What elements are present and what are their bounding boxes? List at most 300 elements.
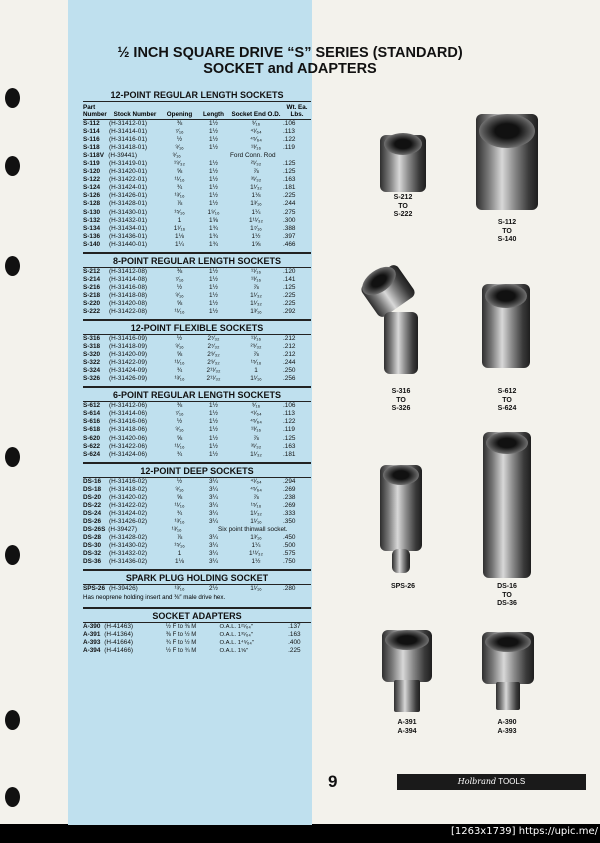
table-section-s8 [83,252,311,316]
weight: .122 [283,136,296,144]
opening: ⅝ [176,351,183,359]
part-number: S-612 [83,402,101,410]
stock-number: (H-31416-08) [109,283,148,291]
length: 1¾ [209,224,218,232]
part-number: S-222 [83,307,101,315]
weight: .388 [283,224,296,232]
length: 2¹¹⁄₃₂ [206,375,221,383]
end-od: ²¹⁄₃₂ [250,160,262,168]
table-row [83,335,311,343]
weight: .400 [288,639,301,647]
header-od: Socket End O.D. [231,111,281,118]
opening: ¹⁵⁄₁₆ [174,208,185,216]
page-title [70,45,510,77]
part-number: S-140 [83,240,101,248]
stock-number: (H-31420-06) [109,434,148,442]
weight: .119 [283,426,295,434]
binder-hole [5,787,20,807]
stock-number: (H-31428-02) [109,533,148,541]
stock-number: (H-31428-01) [109,200,148,208]
opening: ⁷⁄₁₆ [175,410,184,418]
part-number: S-620 [83,434,101,442]
table-row [83,168,311,176]
weight: .225 [283,299,296,307]
part-number: S-324 [83,367,101,375]
weight: .280 [283,585,296,593]
table-row [83,494,311,502]
part-number: DS-28 [83,533,102,541]
opening: 1⅛ [175,232,184,240]
overall-length: O.A.L. 1²¹⁄₆₄″ [219,624,253,631]
binder-hole [5,710,20,730]
section-title: SOCKET ADAPTERS [83,609,311,623]
spec-tables [83,88,311,655]
stock-number: (H-31420-08) [109,299,148,307]
binder-hole [5,447,20,467]
opening: ½ [176,335,183,343]
length: 1½ [209,136,218,144]
opening: ¹⁹⁄₃₂ [173,160,185,168]
end-od: ⁹⁄₁₆ [251,402,261,410]
stock-number: (H-31420-02) [109,493,148,501]
end-od: ¹³⁄₁₆ [250,275,262,283]
table-row [83,152,311,160]
end-od: 1¹¹⁄₃₂ [249,550,263,558]
weight: .181 [283,450,296,458]
end-od: ¹¹⁄₁₆ [250,335,262,343]
length: 2⁹⁄₃₂ [207,359,220,367]
length: 1½ [209,120,218,127]
brand-logo: Holbrand [457,777,497,786]
stock-number: (H-31418-02) [109,485,148,493]
part-number: SPS-26 [83,585,106,593]
title-line-2: SOCKET and ADAPTERS [203,61,377,77]
weight: .500 [283,542,296,550]
opening: ¹³⁄₁₆ [174,517,185,525]
stock-number: (H-31418-01) [109,144,148,152]
length: 2⁷⁄₃₂ [207,335,220,343]
caption-s212: S-212 TO S-222 [393,194,413,218]
opening: ¾ [176,367,183,375]
end-od: 1³⁄₁₆ [250,533,262,541]
table-row [83,128,311,136]
part-number: DS-36 [83,558,102,566]
end-od: 1³⁄₁₆ [250,200,262,208]
stock-number: (H-31414-06) [109,410,148,418]
caption-s316: S-316 TO S-326 [391,388,411,412]
end-od: 1¹⁄₃₂ [250,291,262,299]
weight: .141 [283,275,296,283]
length: 3¼ [209,550,218,558]
table-row [83,241,311,249]
opening: ¹³⁄₁₆ [174,585,185,593]
end-od: ⁴¹⁄₆₄ [250,128,262,136]
adapter-drive: ½ F to ⅜ M [165,624,197,631]
opening: ½ [176,136,183,144]
weight: .137 [288,623,301,631]
length: 3¼ [209,542,218,550]
part-number: S-618 [83,426,101,434]
opening: ¾ [176,184,183,192]
end-od: ¹⁵⁄₁₆ [250,501,262,509]
binder-hole [5,88,20,108]
weight: .106 [283,402,296,410]
part-number: S-126 [83,192,101,200]
end-od: 1¹⁄₁₆ [250,585,262,593]
opening: ⅝ [176,493,183,501]
stock-number: (H-31416-06) [109,418,148,426]
part-number: DS-26S [83,525,106,533]
end-od: ¹³⁄₁₆ [250,144,262,152]
part-number: DS-16 [83,477,102,485]
length: 1½ [209,160,218,168]
opening: ¹¹⁄₁₆ [174,501,185,509]
weight: .125 [283,434,296,442]
part-number: S-124 [83,184,101,192]
opening: 1⅛ [175,558,184,566]
stock-number: (H-41664) [104,639,134,647]
end-od: 1¹¹⁄₃₂ [249,216,263,224]
length: 3¼ [209,533,218,541]
table-row [83,518,311,526]
stock-number: (H-31426-09) [109,375,148,383]
length: 3¼ [209,501,218,509]
table-section-sflex [83,319,311,383]
row-note: Six point thinwall socket. [217,525,288,533]
weight: .300 [283,216,296,224]
stock-number: (H-31432-02) [109,550,148,558]
end-od: ⁴⁵⁄₆₄ [250,418,262,426]
weight: .333 [283,509,296,517]
caption-s112: S-112 TO S-140 [497,219,517,243]
opening: ¹⁵⁄₁₆ [174,542,185,550]
header-stock: Stock Number [113,111,157,118]
title-line-1: ½ INCH SQUARE DRIVE “S” SERIES (STANDARD) [117,45,463,61]
brand-bar [397,774,586,790]
table-row [83,367,311,375]
table-row [83,443,311,451]
table-row [83,209,311,217]
stock-number: (H-31424-06) [109,450,148,458]
opening: ⁹⁄₁₆ [175,291,184,299]
end-od: ¹⁵⁄₁₆ [250,359,262,367]
weight: .269 [283,485,296,493]
stock-number: (H-31418-08) [109,291,148,299]
end-od: 1¹⁄₁₆ [250,375,262,383]
table-row [83,623,311,631]
opening: ⁷⁄₁₆ [175,275,184,283]
header-wt: Wt. Ea. Lbs. [286,104,308,118]
section-title: 6-POINT REGULAR LENGTH SOCKETS [83,388,311,402]
caption-a390: A-390 A-393 [497,719,517,735]
end-od: 1½ [251,558,261,566]
end-od: 1⁷⁄₁₆ [250,224,262,232]
binder-hole [5,156,20,176]
binder-hole [5,256,20,276]
table-section-s6 [83,386,311,458]
part-number: DS-30 [83,542,102,550]
stock-number: (H-31422-08) [109,307,148,315]
caption-sps26: SPS-26 [390,583,416,590]
overall-length: O.A.L. 1³¹⁄₆₄″ [219,632,253,639]
opening: ¹¹⁄₁₆ [174,176,185,184]
end-od: ⁴⁵⁄₆₄ [250,136,262,144]
length: 1½ [209,434,218,442]
page-number: 9 [328,772,338,791]
opening: ¹¹⁄₁₆ [174,359,185,367]
end-od: 1³⁄₁₆ [250,307,262,315]
end-od: ⁹⁄₁₆ [251,120,261,127]
opening: ½ [176,418,183,426]
footer-watermark: [1263x1739] https://upic.me/ [450,826,598,837]
part-number: S-119 [83,160,100,168]
table-row [83,426,311,434]
table-row [83,510,311,518]
opening: ⅝ [176,168,183,176]
table-row [83,176,311,184]
opening: ⅜ [176,402,183,410]
table-row [83,308,311,316]
stock-number: (H-31424-09) [109,367,148,375]
weight: .113 [283,128,295,136]
adapter-drive: ¾ F to ½ M [165,640,197,647]
caption-ds16: DS-16 TO DS-36 [497,583,517,607]
stock-number: (H-31412-01) [109,120,148,127]
weight: .450 [283,533,296,541]
length: 3¼ [209,509,218,517]
stock-number: (H-39441) [108,152,137,160]
length: 1½ [209,442,218,450]
length: 1⅝ [209,216,218,224]
length: 3¼ [209,517,218,525]
stock-number: (H-31418-06) [109,426,148,434]
part-number: DS-32 [83,550,102,558]
row-note: Ford Conn. Rod [230,152,276,160]
end-od: ³¹⁄₃₂ [250,176,262,184]
table-row [83,144,311,152]
weight: .122 [283,418,296,426]
stock-number: (H-31420-09) [109,351,148,359]
end-od: ⅞ [253,351,259,359]
length: 1¾ [209,240,218,248]
part-number: DS-26 [83,517,102,525]
weight: .269 [283,501,296,509]
end-od: 1¹⁄₃₂ [250,509,262,517]
part-number: S-616 [83,418,101,426]
stock-number: (H-31436-02) [109,558,148,566]
table-row [83,351,311,359]
weight: .212 [283,335,296,343]
header-length: Length [203,111,224,118]
part-number: S-326 [83,375,101,383]
length: 1½ [209,128,218,136]
table-row [83,160,311,168]
part-number: S-214 [83,275,101,283]
length: 3¼ [209,558,218,566]
adapter-drive: ½ F to ¾ M [165,648,197,655]
stock-number: (H-31434-01) [109,224,148,232]
weight: .106 [283,120,296,127]
end-od: 1¹⁄₃₂ [250,184,262,192]
weight: .163 [288,631,301,639]
table-row [83,217,311,225]
weight: .275 [283,208,296,216]
length: 1⁹⁄₁₆ [207,208,220,216]
opening: ⅞ [176,200,183,208]
opening: ¹¹⁄₁₆ [174,307,185,315]
stock-number: (H-31414-08) [109,275,148,283]
table-section-sdeep [83,462,311,567]
table-row [83,639,311,647]
opening: ⁹⁄₁₆ [175,144,184,152]
part-number: S-218 [83,291,101,299]
table-row [83,534,311,542]
table-section-adapt [83,607,311,655]
length: 3¼ [209,493,218,501]
part-number: S-136 [83,232,101,240]
opening: 1¼ [175,240,184,248]
table-row [83,120,311,128]
stock-number: (H-41466) [104,647,134,655]
end-od: ⁴⁵⁄₆₄ [250,485,262,493]
end-od: 1⅝ [251,240,261,248]
weight: .125 [283,168,296,176]
table-section-s12 [83,88,311,249]
table-row [83,402,311,410]
opening: ¹³⁄₁₆ [174,375,185,383]
opening: ⅜ [176,267,183,275]
length: 1½ [209,200,218,208]
end-od: ²⁹⁄₃₂ [250,343,262,351]
weight: .163 [283,176,296,184]
section-title: 8-POINT REGULAR LENGTH SOCKETS [83,254,311,268]
part-number: S-220 [83,299,101,307]
weight: .397 [283,232,296,240]
opening: ⁷⁄₁₆ [175,128,184,136]
table-section-spark [83,569,311,604]
table-row [83,585,311,593]
end-od: ⁴¹⁄₆₄ [250,477,262,485]
part-number: S-112 [83,120,100,127]
part-number: A-390 [83,623,101,631]
length: 1½ [209,307,218,315]
stock-number: (H-31419-01) [109,160,148,168]
weight: .212 [283,351,296,359]
weight: .125 [283,160,296,168]
length: 1½ [209,426,218,434]
part-number: A-393 [83,639,101,647]
opening: ⅞ [176,533,183,541]
table-row [83,647,311,655]
table-row [83,233,311,241]
table-row [83,451,311,459]
part-number: DS-20 [83,493,102,501]
opening: ⁹⁄₁₆ [175,343,184,351]
weight: .466 [283,240,296,248]
opening: ¾ [176,509,183,517]
weight: .244 [283,200,296,208]
section-note: Has neoprene holding insert and ⅜″ male drive hex. [83,594,226,602]
section-title: 12-POINT FLEXIBLE SOCKETS [83,321,311,335]
table-row [83,558,311,566]
table-row [83,542,311,550]
section-title: SPARK PLUG HOLDING SOCKET [83,571,311,585]
table-row [83,418,311,426]
stock-number: (H-31422-06) [109,442,148,450]
stock-number: (H-31416-01) [109,136,148,144]
stock-number: (H-31430-02) [109,542,148,550]
caption-a391: A-391 A-394 [397,719,417,735]
length: 1½ [209,410,218,418]
length: 1½ [209,299,218,307]
length: 1½ [209,418,218,426]
opening: ⁹⁄₁₆ [175,426,184,434]
table-row [83,136,311,144]
table-row [83,343,311,351]
table-row [83,550,311,558]
stock-number: (H-39427) [108,525,137,533]
weight: .244 [283,359,296,367]
stock-number: (H-41463) [104,623,134,631]
weight: .225 [283,192,296,200]
part-number: S-128 [83,200,101,208]
brand-text: TOOLS [498,777,526,786]
section-title: 12-POINT REGULAR LENGTH SOCKETS [83,88,311,102]
table-row [83,375,311,383]
stock-number: (H-31432-01) [109,216,148,224]
column-headers [83,102,311,120]
weight: .294 [283,477,296,485]
end-od: ⅞ [253,434,259,442]
opening: ⅝ [176,299,183,307]
end-od: 1¹⁄₁₆ [250,517,262,525]
table-row [83,435,311,443]
part-number: S-116 [83,136,100,144]
caption-s612: S-612 TO S-624 [497,388,517,412]
length: 2½ [209,585,218,593]
weight: .120 [283,267,296,275]
opening: ¹¹⁄₁₆ [174,442,185,450]
table-row [83,268,311,276]
weight: .250 [283,367,296,375]
adapter-drive: ⅜ F to ½ M [165,632,197,639]
end-od: 1¼ [251,542,261,550]
part-number: A-391 [83,631,101,639]
table-row [83,300,311,308]
opening: 1¹⁄₁₆ [173,224,186,232]
length: 1½ [209,168,218,176]
opening: ¾ [176,450,183,458]
weight: .163 [283,442,296,450]
stock-number: (H-31420-01) [109,168,148,176]
table-row [83,276,311,284]
end-od: ⅞ [253,493,259,501]
weight: .350 [283,517,296,525]
part-number: S-212 [83,267,101,275]
header-part: Part Number [83,104,107,118]
length: 1½ [209,184,218,192]
stock-number: (H-31422-01) [109,176,148,184]
part-number: S-134 [83,224,101,232]
part-number: A-394 [83,647,101,655]
length: 1½ [209,192,218,200]
length: 1½ [209,144,218,152]
length: 1½ [209,176,218,184]
end-od: ¹¹⁄₁₆ [250,267,262,275]
part-number: S-624 [83,450,101,458]
end-od: ⅞ [253,168,259,176]
part-number: S-622 [83,442,101,450]
